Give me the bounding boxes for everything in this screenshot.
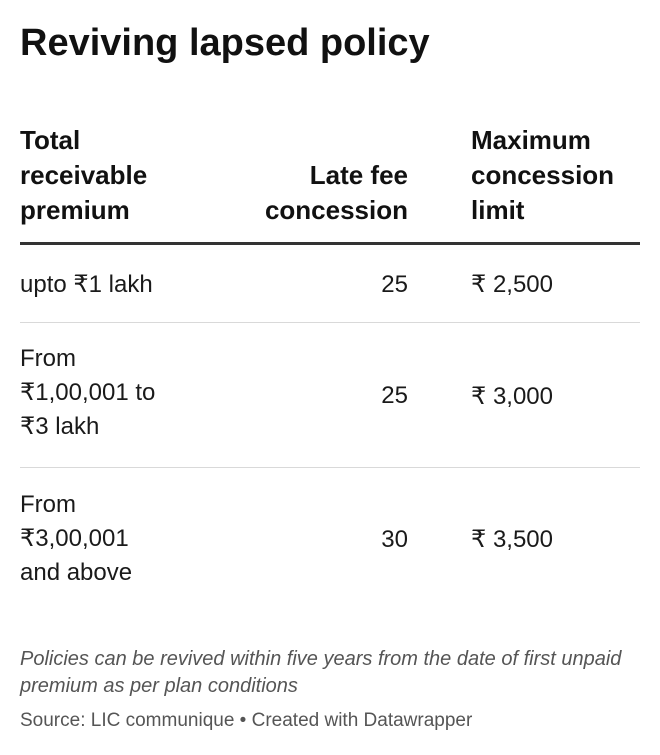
cell-line: From [20, 491, 76, 518]
table-header [20, 120, 640, 245]
cell-max-limit: ₹ 2,500 [471, 271, 553, 298]
cell-late-fee: 25 [381, 271, 408, 298]
cell-line: ₹1,00,001 to [20, 379, 156, 406]
source-line [20, 708, 645, 734]
cell-premium [20, 268, 240, 302]
source-separator: • [239, 710, 247, 731]
column-header-line: Total [20, 125, 81, 155]
datawrapper-credit-link[interactable]: Created with Datawrapper [251, 710, 473, 731]
column-header-max-limit [471, 123, 641, 228]
cell-line: ₹3 lakh [20, 413, 100, 440]
cell-line: and above [20, 559, 133, 586]
cell-line: ₹3,00,001 [20, 525, 129, 552]
source-name: LIC communique [90, 710, 235, 731]
column-header-line: Late fee [309, 160, 408, 190]
footnote: Policies can be revived within five years from the date of first unpaid premium as per plan conditions [20, 648, 622, 697]
column-header-line: concession [471, 160, 615, 190]
table-row [20, 468, 640, 614]
column-header-line: limit [471, 195, 525, 225]
cell-max-limit: ₹ 3,500 [471, 526, 553, 553]
cell-premium [20, 342, 240, 444]
cell-max-limit: ₹ 3,000 [471, 383, 553, 410]
cell-late-fee: 25 [381, 382, 408, 409]
column-header-line: Maximum [471, 125, 591, 155]
column-header-late-fee [240, 158, 408, 228]
cell-line: From [20, 345, 76, 372]
cell-premium [20, 488, 240, 590]
table-row [20, 323, 640, 468]
column-header-line: concession [264, 195, 408, 225]
page-title: Reviving lapsed policy [20, 22, 430, 64]
table-row [20, 245, 640, 323]
column-header-premium [20, 123, 240, 228]
cell-line: upto ₹1 lakh [20, 271, 153, 298]
column-header-line: premium [20, 195, 130, 225]
column-header-line: receivable [20, 160, 148, 190]
source-label: Source: [20, 710, 86, 731]
cell-late-fee: 30 [381, 526, 408, 553]
